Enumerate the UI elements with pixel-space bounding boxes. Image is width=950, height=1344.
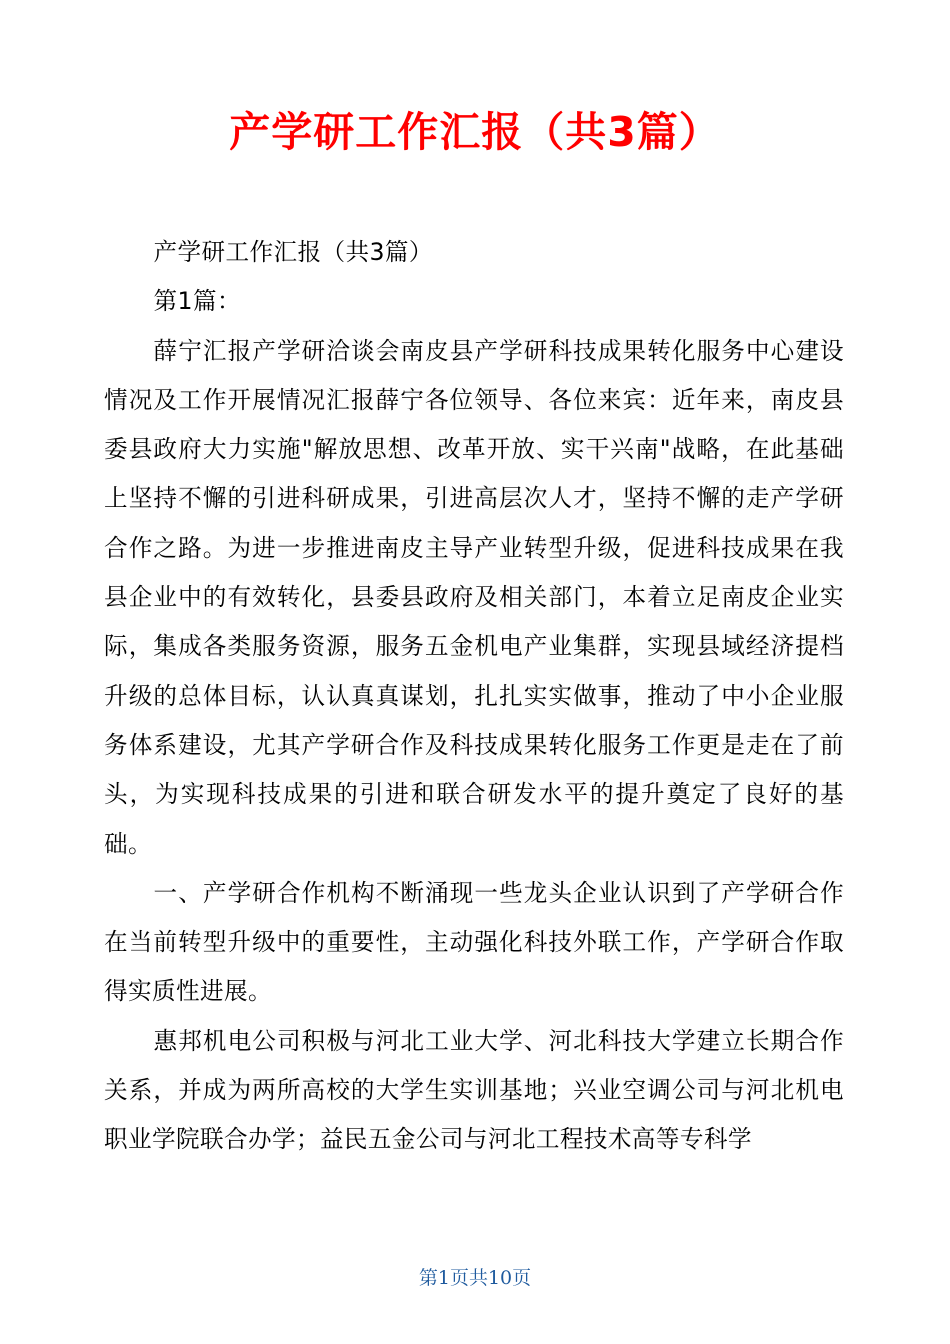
document-body xyxy=(104,228,844,1165)
paragraph-section-label: 第1篇： xyxy=(153,287,241,316)
paragraph: 薛宁汇报产学研洽谈会南皮县产学研科技成果转化服务中心建设情况及工作开展情况汇报薛宁各位领导、各位来宾：近年来，南皮县委县政府大力实施"解放思想、改革开放、实干兴南"战略，在此基础上坚持不懈的引进科研成果，引进高层次人才，坚持不懈的走产学研合作之路。为进一步推进南皮主导产业转型升级，促进科技成果在我县企业中的有效转化，县委县政府及相关部门，本着立足南皮企业实际，集成各类服务资源，服务五金机电产业集群，实现县域经济提档升级的总体目标，认认真真谋划，扎扎实实做事，推动了中小企业服务体系建设，尤其产学研合作及科技成果转化服务工作更是走在了前头，为实现科技成果的引进和联合研发水平的提升奠定了良好的基础。 xyxy=(104,336,844,858)
paragraph-subtitle: 产学研工作汇报（共3篇） xyxy=(153,238,433,266)
paragraph: 惠邦机电公司积极与河北工业大学、河北科技大学建立长期合作关系，并成为两所高校的大学生实训基地；兴业空调公司与河北机电职业学院联合办学；益民五金公司与河北工程技术高等专科学 xyxy=(104,1026,844,1154)
paragraph: 一、产学研合作机构不断涌现一些龙头企业认识到了产学研合作在当前转型升级中的重要性，主动强化科技外联工作，产学研合作取得实质性进展。 xyxy=(104,878,844,1006)
page-footer: 第1页共10页 xyxy=(418,1267,532,1289)
document-title: 产学研工作汇报（共3篇） xyxy=(229,108,721,156)
